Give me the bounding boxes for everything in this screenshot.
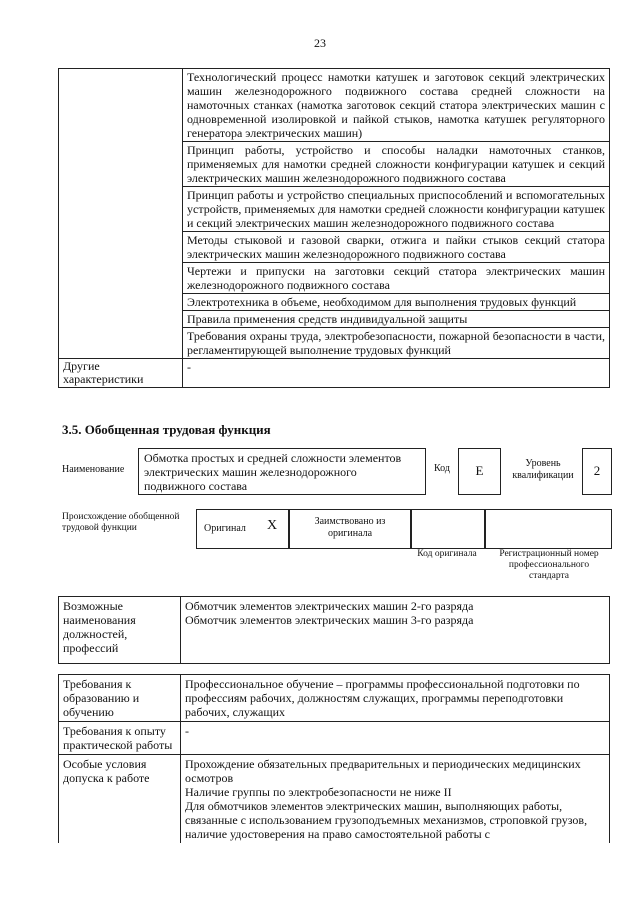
borrowed-label: Заимствовано из оригинала xyxy=(314,516,386,539)
naming-value: Обмотка простых и средней сложности элементов электрических машин железнодорожного подвижного состава xyxy=(144,451,402,493)
reg-number-box xyxy=(484,509,612,549)
req-line: - xyxy=(185,724,189,738)
roles-list xyxy=(181,597,610,664)
original-label: Оригинал xyxy=(204,523,246,534)
section-title: 3.5. Обобщенная трудовая функция xyxy=(62,422,271,437)
level-label: Уровень квалификации xyxy=(512,458,574,481)
original-box xyxy=(196,509,290,549)
knowledge-item: Принцип работы, устройство и способы наладки намоточных станков, применяемых для намотки средней сложности конфигурации катушек и секций электрических машин железнодорожного подвижного состава xyxy=(183,142,610,187)
req-value-education xyxy=(181,675,610,722)
knowledge-label-cell xyxy=(59,69,183,359)
original-mark: X xyxy=(267,518,278,533)
requirements-table xyxy=(58,674,610,843)
req-line: Для обмотчиков элементов электрических машин, выполняющих работы, связанные с использованием грузоподъемных механизмов, строповкой грузов, наличие удостоверения на право самостоятельной работы с xyxy=(185,799,588,841)
reg-caption: Регистрационный номер профессионального стандарта xyxy=(499,549,599,581)
other-label: Другие характеристики xyxy=(59,359,183,388)
knowledge-item: Методы стыковой и газовой сварки, отжига и пайки стыков секций статора электрических машин железнодорожного подвижного состава xyxy=(183,232,610,263)
req-label-experience: Требования к опыту практической работы xyxy=(59,722,181,755)
knowledge-item: Электротехника в объеме, необходимом для выполнения трудовых функций xyxy=(183,294,610,311)
roles-table xyxy=(58,596,610,664)
origin-label: Происхождение обобщенной трудовой функции xyxy=(62,512,180,533)
code-box xyxy=(458,448,501,495)
knowledge-item: Технологический процесс намотки катушек и заготовок секций электрических машин железнодорожного подвижного состава средней сложности на намоточных станках (намотка заготовок секций статора электрических машин с одновременной изолировкой и пайкой стыков, намотка катушек регуляторного генератора электрических машин) xyxy=(183,69,610,142)
knowledge-item: Правила применения средств индивидуальной защиты xyxy=(183,311,610,328)
req-value-admission xyxy=(181,755,610,844)
role-item: Обмотчик элементов электрических машин 3-го разряда xyxy=(185,613,474,627)
req-label-education: Требования к образованию и обучению xyxy=(59,675,181,722)
level-box xyxy=(582,448,612,495)
knowledge-item: Принцип работы и устройство специальных приспособлений и вспомогательных устройств, применяемых для намотки средней сложности конфигурации катушек и секций электрических машин железнодорожного подвижного состава xyxy=(183,187,610,232)
code-value: E xyxy=(475,463,484,478)
knowledge-item: Чертежи и припуски на заготовки секций статора электрических машин железнодорожного подвижного состава xyxy=(183,263,610,294)
knowledge-table xyxy=(58,68,610,388)
code-label: Код xyxy=(434,463,450,474)
req-value-experience xyxy=(181,722,610,755)
knowledge-item: Требования охраны труда, электробезопасности, пожарной безопасности в части, регламентирующей выполнение трудовых функций xyxy=(183,328,610,359)
req-line: Прохождение обязательных предварительных и периодических медицинских осмотров xyxy=(185,757,581,785)
other-value: - xyxy=(183,359,610,388)
req-line: Профессиональное обучение – программы профессиональной подготовки по профессиям рабочих, должностям служащих, программы переподготовки рабочих, служащих xyxy=(185,677,580,719)
code-caption: Код оригинала xyxy=(417,549,477,559)
req-line: Наличие группы по электробезопасности не ниже II xyxy=(185,785,452,799)
roles-label: Возможные наименования должностей, профессий xyxy=(59,597,181,664)
borrowed-box xyxy=(288,509,412,549)
req-label-admission: Особые условия допуска к работе xyxy=(59,755,181,844)
naming-box xyxy=(138,448,426,495)
page-number: 23 xyxy=(314,36,326,50)
naming-label: Наименование xyxy=(62,464,125,475)
origin-code-box xyxy=(410,509,486,549)
level-value: 2 xyxy=(593,463,601,478)
role-item: Обмотчик элементов электрических машин 2-го разряда xyxy=(185,599,474,613)
